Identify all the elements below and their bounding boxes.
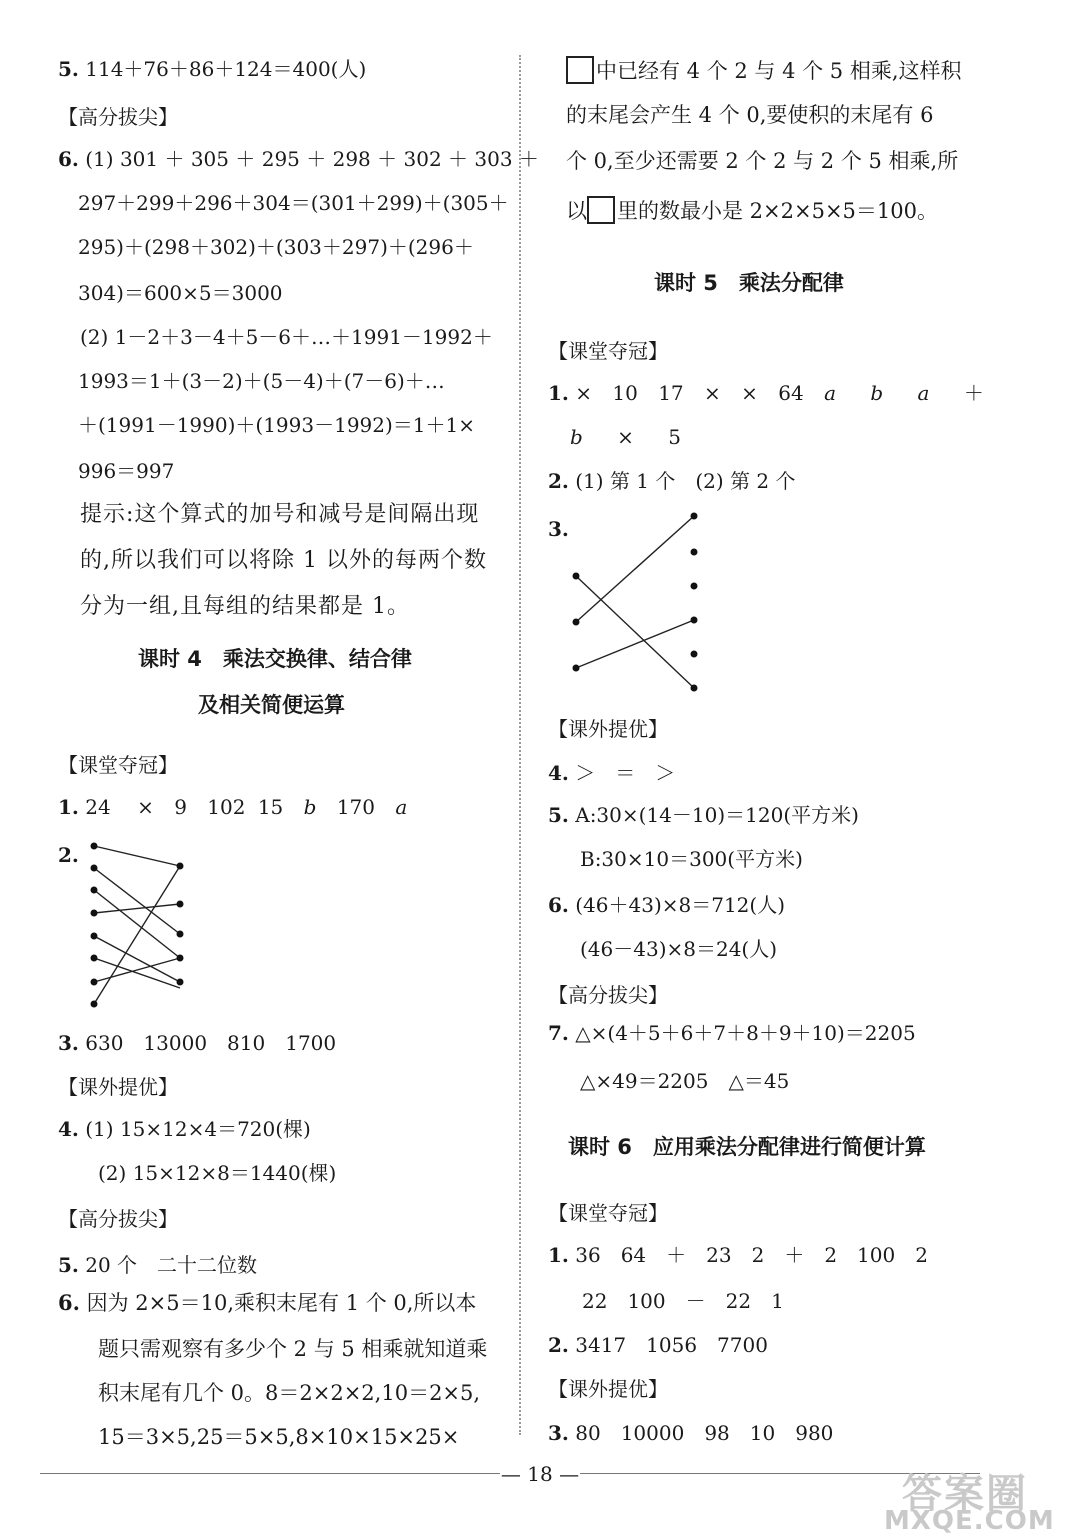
answer-text: (1) 第 1 个 (2) 第 2 个 [575, 469, 796, 493]
answer-text: 因为 2×5＝10,乘积末尾有 1 个 0,所以本 [86, 1291, 477, 1315]
dot-left-6 [91, 955, 98, 962]
section-gaofen: 【高分拔尖】 [58, 105, 178, 129]
answer-text: 20 个 二十二位数 [85, 1253, 258, 1277]
dot-right-2 [177, 901, 184, 908]
section-kewai: 【课外提优】 [58, 1075, 178, 1099]
dot-left-5 [91, 933, 98, 940]
answer-1 [548, 380, 984, 406]
dot-left-4 [91, 910, 98, 917]
dot-left-7 [91, 979, 98, 986]
dot-right-4 [177, 955, 184, 962]
section-gaofen: 【高分拔尖】 [548, 983, 668, 1007]
section-ketang: 【课堂夺冠】 [548, 339, 668, 363]
answer-item: b [870, 381, 884, 405]
continued-line1 [566, 56, 962, 84]
answer-item: 15 [257, 795, 284, 819]
dot-right-2 [691, 549, 698, 556]
answer-text: 3417 1056 7700 [575, 1333, 768, 1357]
dot-right-1 [691, 513, 698, 520]
continued-line2: 的末尾会产生 4 个 0,要使积的末尾有 6 [566, 103, 934, 127]
answer-2 [548, 1332, 768, 1358]
question-number: 6. [548, 893, 569, 917]
section-ketang: 【课堂夺冠】 [58, 753, 178, 777]
answer-item: 10 [612, 381, 638, 405]
answer-5-line1 [548, 802, 859, 828]
answer-1 [58, 794, 407, 820]
answer-text: 中已经有 4 个 2 与 4 个 5 相乘,这样积 [596, 59, 962, 83]
page-number: — 18 — [500, 1462, 580, 1486]
answer-item: a [917, 381, 930, 405]
answer-4-line1 [58, 1116, 311, 1142]
answer-6-line6: 1993＝1＋(3－2)＋(5－4)＋(7－6)＋… [78, 369, 445, 393]
answer-item: 24 [85, 795, 111, 819]
dot-left-3 [573, 665, 580, 672]
watermark-text: 答案圈 [902, 1471, 1028, 1517]
answer-text: 630 13000 810 1700 [85, 1031, 337, 1055]
question-number: 1. [548, 381, 569, 405]
question-number: 6. [58, 147, 79, 171]
answer-6-line8: 996＝997 [78, 459, 175, 483]
answer-item: b [303, 795, 317, 819]
dot-right-6 [691, 685, 698, 692]
question-number: 3. [58, 1031, 79, 1055]
dot-right-5 [691, 651, 698, 658]
answer-item: 17 [658, 381, 684, 405]
answer-6-line1 [548, 892, 785, 918]
answer-3 [58, 1030, 336, 1056]
question-number: 7. [548, 1021, 569, 1045]
answer-item: ＋ [963, 381, 984, 405]
answer-4-line2: (2) 15×12×8＝1440(棵) [98, 1161, 337, 1185]
answer-text: △×(4＋5＋6＋7＋8＋9＋10)＝2205 [575, 1021, 916, 1045]
answer-text: 36 64 ＋ 23 2 ＋ 2 100 2 [575, 1243, 928, 1267]
hint-line1: 提示:这个算式的加号和减号是间隔出现 [80, 502, 480, 527]
answer-text: (1) 15×12×4＝720(棵) [85, 1117, 311, 1141]
answer-5 [58, 56, 366, 82]
answer-item: a [824, 381, 836, 405]
question-number: 5. [58, 1253, 79, 1277]
answer-6-line3: 295)＋(298＋302)＋(303＋297)＋(296＋ [78, 235, 474, 259]
question-number: 4. [58, 1117, 79, 1141]
lesson-6-title: 课时 6 应用乘法分配律进行简便计算 [568, 1135, 926, 1159]
question-number: 2. [548, 469, 569, 493]
blank-box [566, 56, 594, 84]
answer-6-line4: 304)＝600×5＝3000 [78, 281, 283, 305]
answer-text: 里的数最小是 2×2×5×5＝100。 [617, 199, 938, 223]
answer-text: 114＋76＋86＋124＝400(人) [85, 57, 367, 81]
answer-item: × [137, 795, 154, 819]
dot-right-3 [691, 583, 698, 590]
answer-3 [548, 1420, 833, 1446]
hint-line2: 的,所以我们可以将除 1 以外的每两个数 [80, 548, 487, 573]
section-kewai: 【课外提优】 [548, 1377, 668, 1401]
answer-item: × [704, 381, 721, 405]
watermark-url: MXQE.COM [884, 1506, 1055, 1536]
question-number: 3. [548, 1421, 569, 1445]
dot-left-8 [91, 1001, 98, 1008]
matching-diagram-lesson5 [564, 510, 704, 700]
blank-box [587, 196, 615, 224]
answer-5 [58, 1252, 257, 1278]
answer-2 [548, 468, 796, 494]
answer-6-line7: ＋(1991－1990)＋(1993－1992)＝1＋1× [78, 413, 476, 437]
answer-2 [58, 842, 79, 868]
answer-1-line2 [570, 424, 681, 450]
lesson-4-title-line1: 课时 4 乘法交换律、结合律 [138, 647, 412, 671]
section-ketang: 【课堂夺冠】 [548, 1201, 668, 1225]
answer-6-line2: 297＋299＋296＋304＝(301＋299)＋(305＋ [78, 191, 509, 215]
answer-text: (1) 301 ＋ 305 ＋ 295 ＋ 298 ＋ 302 ＋ 303 ＋ [85, 147, 539, 171]
answer-6-line4: 15＝3×5,25＝5×5,8×10×15×25× [98, 1425, 460, 1449]
answer-item: × [741, 381, 758, 405]
dot-left-1 [573, 573, 580, 580]
dot-left-2 [573, 619, 580, 626]
answer-4 [548, 760, 675, 786]
answer-text: A:30×(14－10)＝120(平方米) [575, 803, 859, 827]
column-divider [519, 55, 521, 1435]
section-kewai: 【课外提优】 [548, 717, 668, 741]
answer-1-line1 [548, 1242, 928, 1268]
section-gaofen: 【高分拔尖】 [58, 1207, 178, 1231]
answer-6-line3: 积末尾有几个 0。8＝2×2×2,10＝2×5, [98, 1381, 481, 1405]
answer-5-line2: B:30×10＝300(平方米) [580, 847, 803, 871]
answer-6-line5: (2) 1－2＋3－4＋5－6＋…＋1991－1992＋ [80, 325, 493, 349]
continued-line4 [566, 196, 938, 224]
question-number: 5. [548, 803, 569, 827]
answer-item: 5 [668, 425, 682, 449]
answer-item: 64 [778, 381, 804, 405]
dot-left-1 [91, 843, 98, 850]
question-number: 3. [548, 517, 569, 541]
lesson-5-title: 课时 5 乘法分配律 [654, 271, 844, 295]
matching-diagram-lesson4 [84, 838, 224, 1013]
question-number: 5. [58, 57, 79, 81]
dot-right-1 [177, 863, 184, 870]
answer-7-line2: △×49＝2205 △＝45 [580, 1069, 790, 1093]
question-number: 2. [548, 1333, 569, 1357]
answer-item: b [570, 425, 583, 449]
hint-line3: 分为一组,且每组的结果都是 1。 [80, 594, 410, 619]
answer-item: a [395, 795, 408, 819]
answer-item: 9 [174, 795, 187, 819]
lesson-4-title-line2: 及相关简便运算 [198, 693, 345, 717]
answer-item: × [575, 381, 593, 405]
question-number: 4. [548, 761, 569, 785]
answer-text: (46＋43)×8＝712(人) [575, 893, 786, 917]
dot-right-4 [691, 617, 698, 624]
answer-6-line2: (46－43)×8＝24(人) [580, 937, 778, 961]
question-number: 2. [58, 843, 79, 867]
question-number: 6. [58, 1290, 80, 1315]
answer-7-line1 [548, 1020, 916, 1046]
dot-right-3 [177, 931, 184, 938]
dot-right-5 [177, 979, 184, 986]
answer-text: 以 [566, 199, 587, 223]
continued-line3: 个 0,至少还需要 2 个 2 与 2 个 5 相乘,所 [566, 149, 959, 173]
question-number: 1. [58, 795, 79, 819]
answer-item: 102 [207, 795, 246, 819]
answer-text: ＞ ＝ ＞ [575, 761, 676, 785]
watermark-logo [880, 1462, 1070, 1534]
dot-left-2 [91, 865, 98, 872]
answer-text: 80 10000 98 10 980 [575, 1421, 834, 1445]
answer-6-line1 [58, 1290, 476, 1316]
answer-6-line2: 题只需观察有多少个 2 与 5 相乘就知道乘 [98, 1337, 488, 1361]
answer-1-line2: 22 100 － 22 1 [582, 1289, 784, 1313]
question-number: 1. [548, 1243, 569, 1267]
answer-item: 170 [336, 795, 375, 819]
answer-item: × [617, 425, 634, 449]
dot-left-3 [91, 887, 98, 894]
answer-6-line1 [58, 146, 539, 172]
